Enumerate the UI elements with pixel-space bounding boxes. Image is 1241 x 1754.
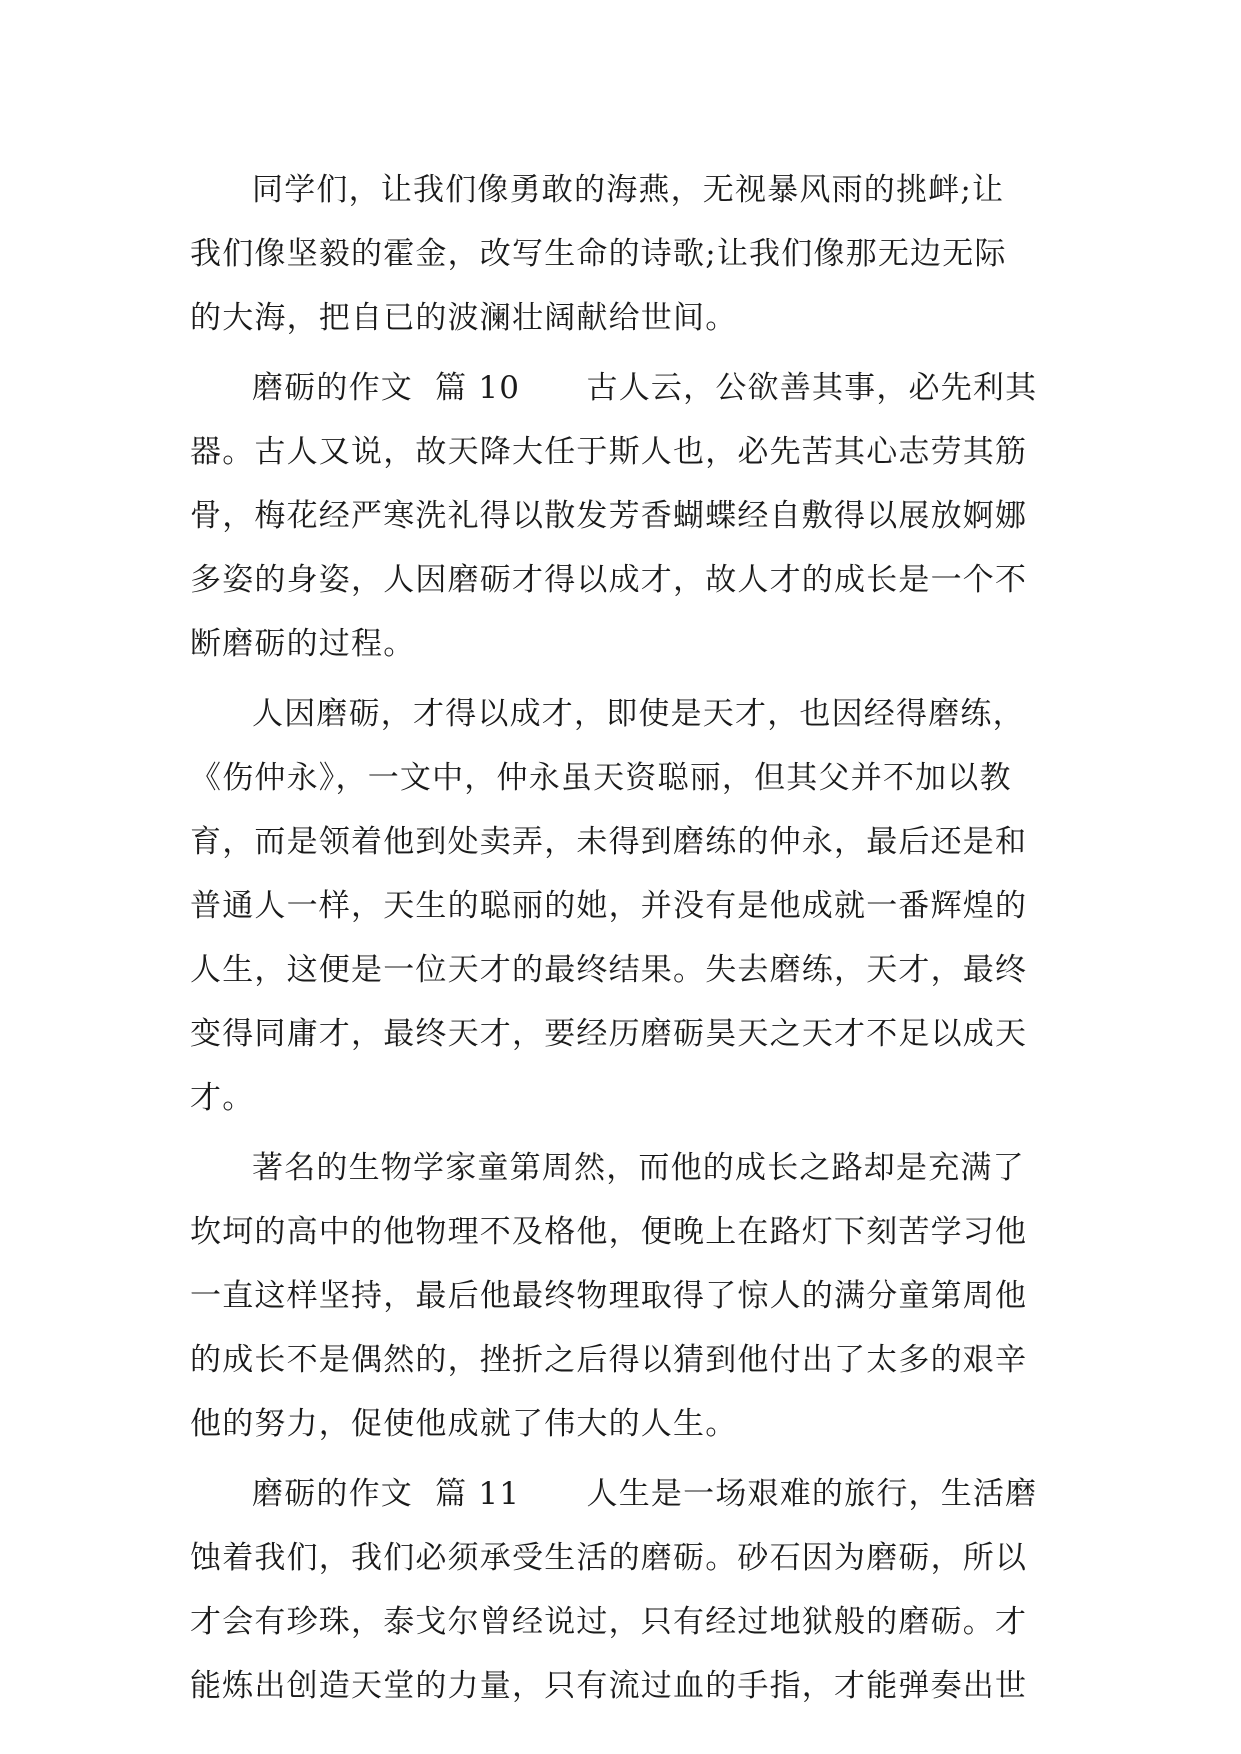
text-line: 能炼出创造天堂的力量，只有流过血的手指，才能弹奏出世 bbox=[190, 1668, 1028, 1704]
text-line: 的大海，把自已的波澜壮阔献给世间。 bbox=[190, 300, 738, 336]
text-line: 变得同庸才，最终天才，要经历磨砺昊天之天才不足以成天 bbox=[190, 1016, 1028, 1052]
paragraph-tong-dizhou bbox=[190, 1136, 1050, 1456]
paragraph-essay-10-intro bbox=[190, 356, 1050, 676]
text-line: 育，而是领着他到处卖弄，未得到磨练的仲永，最后还是和 bbox=[190, 824, 1028, 860]
text-line: 我们像坚毅的霍金，改写生命的诗歌;让我们像那无边无际 bbox=[190, 236, 1007, 272]
text-line: 磨砺的作文 篇 10 古人云，公欲善其事，必先利其 bbox=[252, 370, 1038, 406]
text-line: 普通人一样，天生的聪丽的她，并没有是他成就一番辉煌的 bbox=[190, 888, 1028, 924]
text-line: 蚀着我们，我们必须承受生活的磨砺。砂石因为磨砺，所以 bbox=[190, 1540, 1028, 1576]
text-line: 骨，梅花经严寒洗礼得以散发芳香蝴蝶经自敷得以展放婀娜 bbox=[190, 498, 1028, 534]
text-line: 的成长不是偶然的，挫折之后得以猜到他付出了太多的艰辛 bbox=[190, 1342, 1028, 1378]
text-line: 磨砺的作文 篇 11 人生是一场艰难的旅行，生活磨 bbox=[252, 1476, 1038, 1512]
paragraph-closing-appeal bbox=[190, 158, 1050, 350]
text-line: 同学们，让我们像勇敢的海燕，无视暴风雨的挑衅;让 bbox=[252, 172, 1005, 208]
paragraph-shang-zhongyong bbox=[190, 682, 1050, 1130]
text-line: 器。古人又说，故天降大任于斯人也，必先苦其心志劳其筋 bbox=[190, 434, 1028, 470]
text-line: 多姿的身姿，人因磨砺才得以成才，故人才的成长是一个不 bbox=[190, 562, 1028, 598]
text-line: 《伤仲永》，一文中，仲永虽天资聪丽，但其父并不加以教 bbox=[190, 760, 1012, 796]
text-line: 一直这样坚持，最后他最终物理取得了惊人的满分童第周他 bbox=[190, 1278, 1028, 1314]
text-line: 著名的生物学家童第周然，而他的成长之路却是充满了 bbox=[252, 1150, 1025, 1186]
text-line: 断磨砺的过程。 bbox=[190, 626, 416, 662]
text-line: 才。 bbox=[190, 1080, 255, 1116]
text-line: 才会有珍珠，泰戈尔曾经说过，只有经过地狱般的磨砺。才 bbox=[190, 1604, 1028, 1640]
text-line: 坎坷的高中的他物理不及格他，便晚上在路灯下刻苦学习他 bbox=[190, 1214, 1028, 1250]
text-line: 人因磨砺，才得以成才，即使是天才，也因经得磨练， bbox=[252, 696, 1025, 732]
paragraph-essay-11-intro bbox=[190, 1462, 1050, 1718]
text-line: 人生，这便是一位天才的最终结果。失去磨练，天才，最终 bbox=[190, 952, 1028, 988]
text-line: 他的努力，促使他成就了伟大的人生。 bbox=[190, 1406, 738, 1442]
document-body bbox=[190, 158, 1050, 1718]
